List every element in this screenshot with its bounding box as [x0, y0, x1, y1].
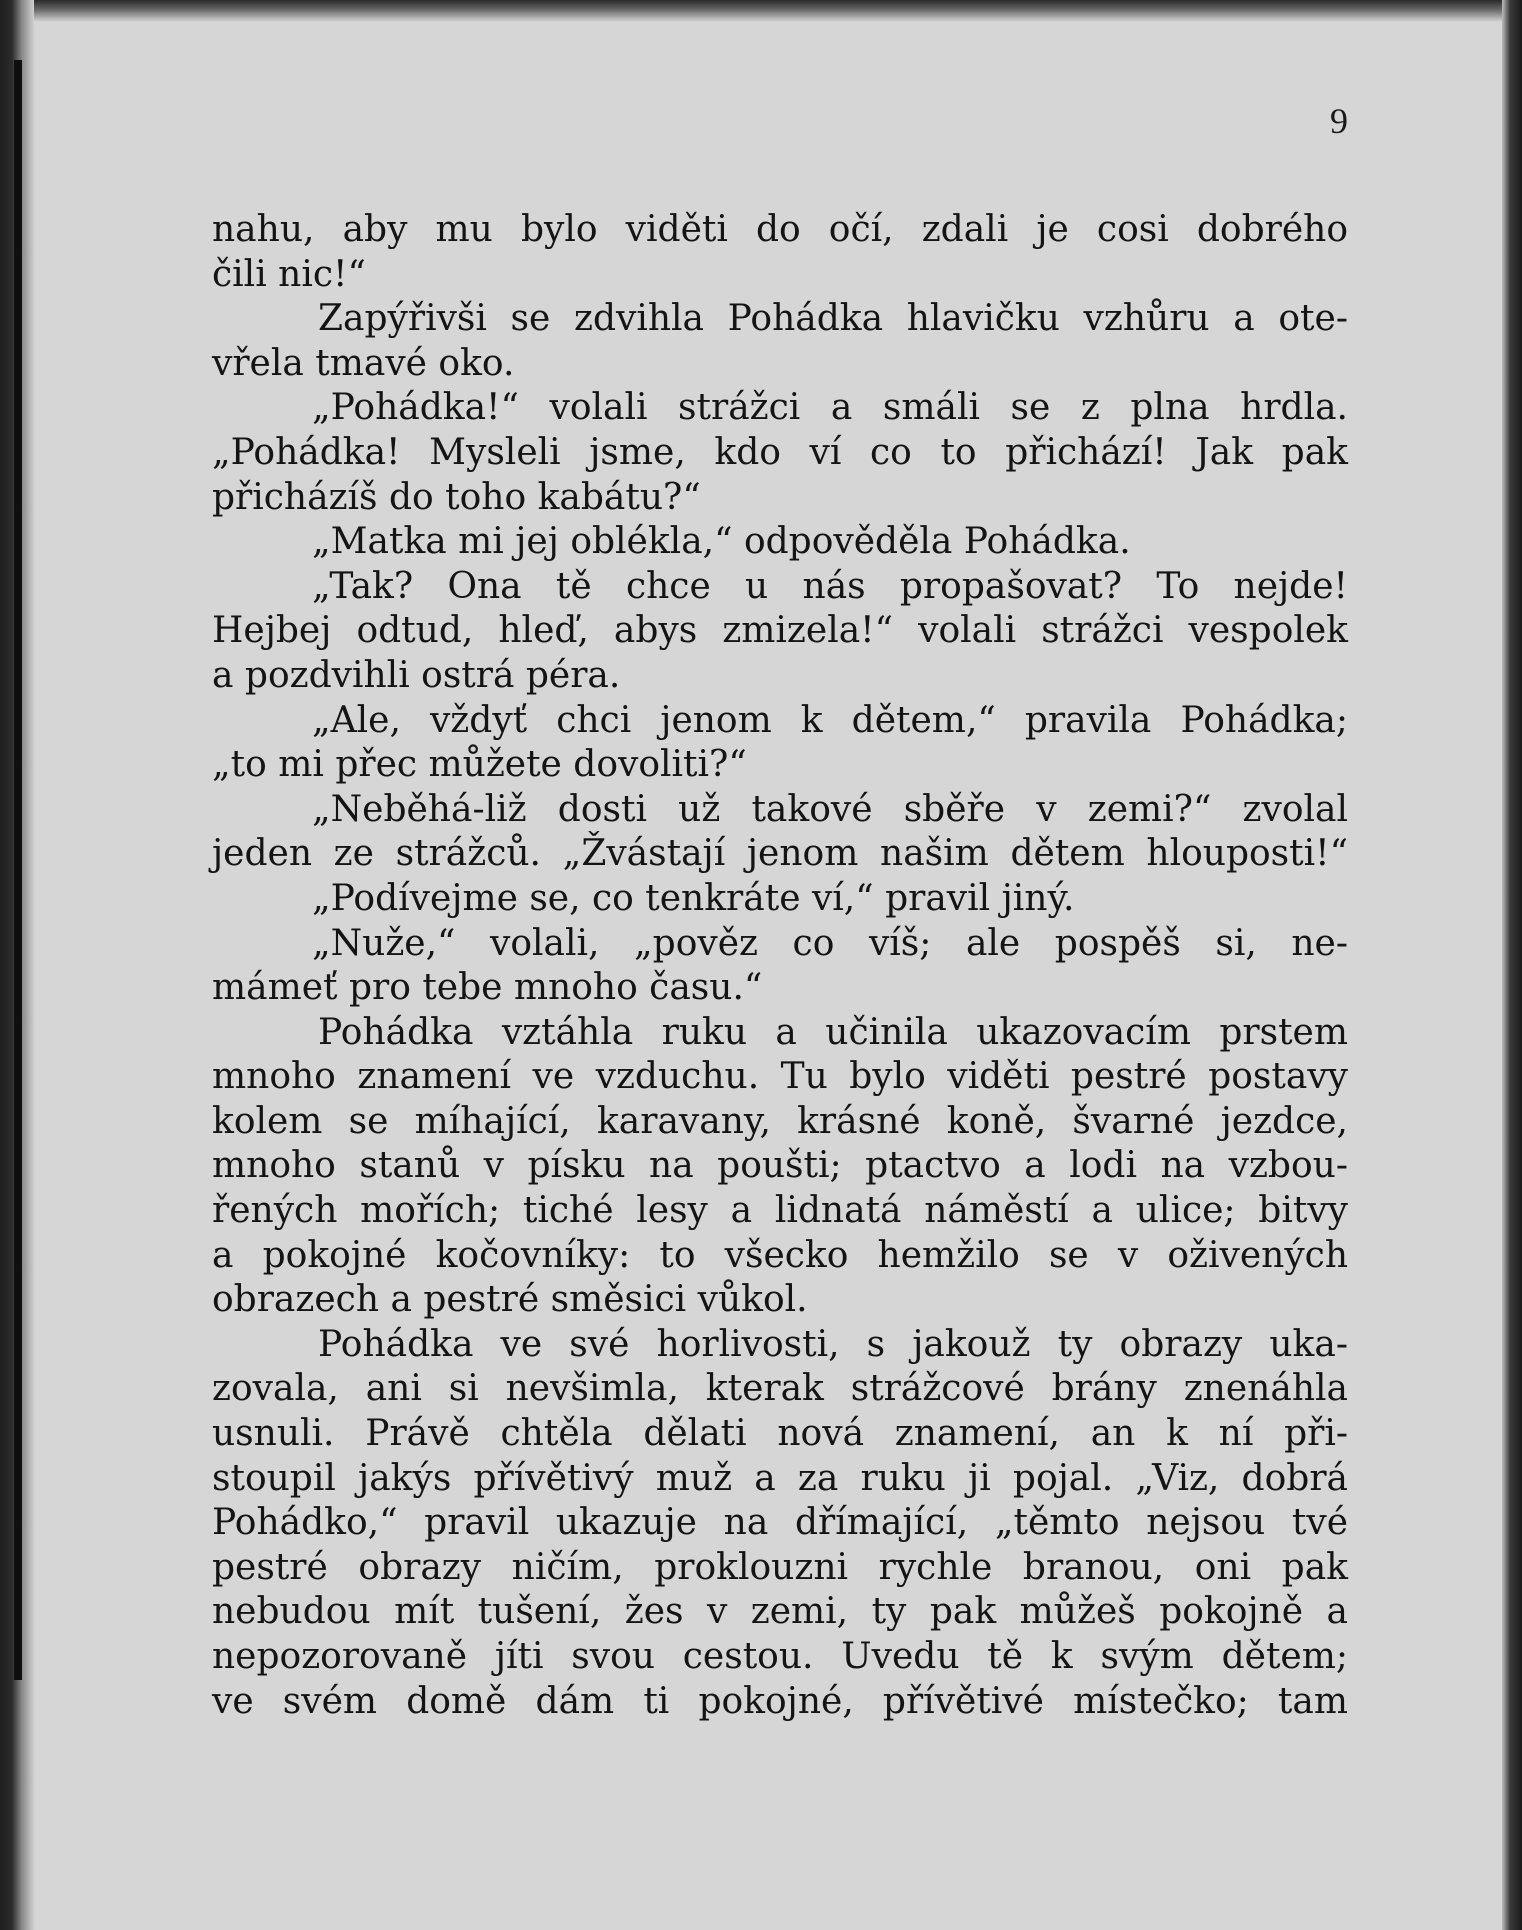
text-line: a pokojné kočovníky: to všecko hemžilo se v oživených — [212, 1234, 1348, 1276]
text-line: usnuli. Právě chtěla dělati nová znamení, an k ní při- — [212, 1413, 1348, 1455]
text-line: jeden ze strážců. „Žvástají jenom našim dětem hlouposti!“ — [212, 833, 1348, 875]
text-line: ve svém domě dám ti pokojné, přívětivé místečko; tam — [212, 1680, 1348, 1722]
text-line: zovala, ani si nevšimla, kterak strážcové brány znenáhla — [212, 1368, 1348, 1410]
text-line: „Ale, vždyť chci jenom k dětem,“ pravila Pohádka; — [312, 699, 1348, 741]
text-line: „Podívejme se, co tenkráte ví,“ pravil jiný. — [312, 877, 1075, 919]
text-line: Pohádka ve své horlivosti, s jakouž ty obrazy uka- — [318, 1323, 1348, 1365]
text-line: „Tak? Ona tě chce u nás propašovat? To nejde! — [312, 565, 1348, 607]
text-line: „to mi přec můžete dovoliti?“ — [212, 744, 747, 786]
text-line: mnoho stanů v písku na poušti; ptactvo a lodi na vzbou- — [212, 1145, 1348, 1187]
text-line: mnoho znamení ve vzduchu. Tu bylo viděti pestré postavy — [212, 1056, 1348, 1098]
text-line: a pozdvihli ostrá péra. — [212, 654, 621, 696]
text-line: pestré obrazy ničím, proklouzni rychle branou, oni pak — [212, 1546, 1348, 1588]
text-line: „Pohádka! Mysleli jsme, kdo ví co to přichází! Jak pak — [212, 431, 1348, 473]
text-line: nebudou mít tušení, žes v zemi, ty pak můžeš pokojně a — [212, 1591, 1348, 1633]
text-line: nepozorovaně jíti svou cestou. Uvedu tě k svým dětem; — [212, 1636, 1348, 1677]
text-line: Pohádka vztáhla ruku a učinila ukazovacím prstem — [318, 1011, 1348, 1053]
text-line: „Neběhá-liž dosti už takové sběře v zemi?“ zvolal — [312, 788, 1348, 830]
text-line: „Nuže,“ volali, „pověz co víš; ale pospěš si, ne- — [312, 922, 1348, 964]
text-line: „Pohádka!“ volali strážci a smáli se z plna hrdla. — [312, 387, 1348, 429]
text-line: Pohádko,“ pravil ukazuje na dřímající, „těmto nejsou tvé — [212, 1502, 1348, 1544]
page-top-edge — [0, 0, 1522, 22]
text-line: Hejbej odtud, hleď, abys zmizela!“ volali strážci vespolek — [212, 610, 1348, 652]
text-line: čili nic!“ — [212, 253, 366, 295]
page-number: 9 — [1330, 101, 1348, 141]
page-right-edge — [1502, 0, 1522, 1930]
text-line: „Matka mi jej oblékla,“ odpověděla Pohádka. — [312, 521, 1131, 563]
text-line: vřela tmavé oko. — [212, 342, 515, 384]
text-line: mámeť pro tebe mnoho času.“ — [212, 967, 763, 1009]
book-spine — [0, 0, 34, 1930]
text-line: stoupil jakýs přívětivý muž a za ruku ji pojal. „Viz, dobrá — [212, 1457, 1348, 1499]
text-line: přicházíš do toho kabátu?“ — [212, 476, 701, 518]
text-line: kolem se míhající, karavany, krásné koně, švarné jezdce, — [212, 1100, 1348, 1142]
text-line: řených mořích; tiché lesy a lidnatá náměstí a ulice; bitvy — [212, 1190, 1348, 1232]
text-line: nahu, aby mu bylo viděti do očí, zdali je cosi dobrého — [212, 209, 1348, 250]
text-line: Zapýřivši se zdvihla Pohádka hlavičku vzhůru a ote- — [318, 298, 1348, 340]
spine-shadow — [14, 60, 22, 1680]
text-line: obrazech a pestré směsici vůkol. — [212, 1279, 808, 1321]
body-text — [212, 208, 1348, 1724]
